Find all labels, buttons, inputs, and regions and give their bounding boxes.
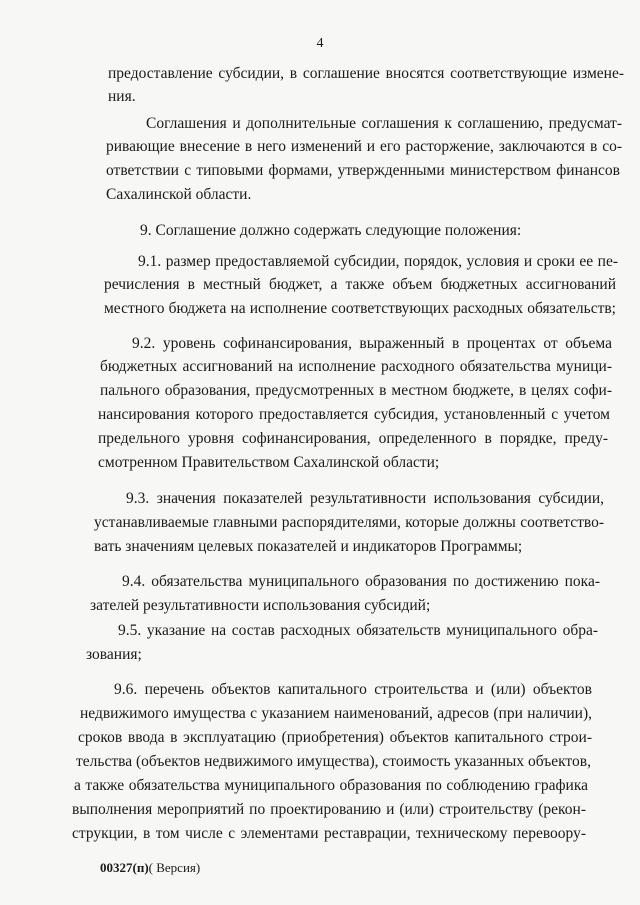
text-line: Соглашения и дополнительные соглашения к соглашению, предусмат- xyxy=(146,115,622,132)
text-line: зования; xyxy=(86,646,142,663)
text-line: предоставление субсидии, в соглашение вносятся соответствующие измене- xyxy=(108,65,624,82)
text-line: местного бюджета на исполнение соответствующих расходных обязательств; xyxy=(104,300,616,317)
text-line: нансирования которого предоставляется субсидия, установленный с учетом xyxy=(98,406,610,423)
text-line: 9.6. перечень объектов капитального строительства и (или) объектов xyxy=(114,681,592,698)
text-line: 9. Соглашение должно содержать следующие положения: xyxy=(140,222,522,239)
text-line: сроков ввода в эксплуатацию (приобретения) объектов капитального строи- xyxy=(78,729,592,746)
text-line: 9.1. размер предоставляемой субсидии, порядок, условия и сроки ее пе- xyxy=(138,253,618,270)
text-line: выполнения мероприятий по проектированию и (или) строительству (рекон- xyxy=(72,801,586,818)
text-line: речисления в местный бюджет, а также объем бюджетных ассигнований xyxy=(104,276,616,293)
text-line: 9.2. уровень софинансирования, выраженный в процентах от объема xyxy=(132,335,612,352)
document-footer xyxy=(100,860,200,876)
text-line: вать значениям целевых показателей и индикаторов Программы; xyxy=(94,538,523,555)
page-number: 4 xyxy=(316,36,324,51)
text-line: предельного уровня софинансирования, определенного в порядке, преду- xyxy=(98,430,608,447)
text-line: зателей результативности использования субсидий; xyxy=(90,597,431,614)
text-line: бюджетных ассигнований на исполнение расходного обязательства муници- xyxy=(100,358,612,375)
text-line: ния. xyxy=(108,88,136,105)
text-line: пального образования, предусмотренных в местном бюджете, в целях софи- xyxy=(100,382,612,399)
text-line: 9.5. указание на состав расходных обязательств муниципального обра- xyxy=(118,622,598,639)
text-line: а также обязательства муниципального образования по соблюдению графика xyxy=(74,777,588,794)
text-line: устанавливаемые главными распорядителями, которые должны соответство- xyxy=(94,514,604,531)
document-code: 00327(п) xyxy=(100,860,149,875)
text-line: струкции, в том числе с элементами реставрации, техническому перевоору- xyxy=(72,825,586,842)
text-line: 9.3. значения показателей результативности использования субсидии, xyxy=(126,490,604,507)
text-line: Сахалинской области. xyxy=(106,186,252,203)
text-line: ривающие внесение в него изменений и его расторжение, заключаются в со- xyxy=(106,138,622,155)
text-line: смотренном Правительством Сахалинской области; xyxy=(98,454,440,471)
document-version-label: ( Версия) xyxy=(148,860,201,875)
text-line: тельства (объектов недвижимого имущества), стоимость указанных объектов, xyxy=(76,753,591,770)
text-line: недвижимого имущества с указанием наименований, адресов (при наличии), xyxy=(80,705,592,722)
text-line: 9.4. обязательства муниципального образования по достижению пока- xyxy=(122,573,600,590)
text-line: ответствии с типовыми формами, утвержденными министерством финансов xyxy=(106,162,620,179)
